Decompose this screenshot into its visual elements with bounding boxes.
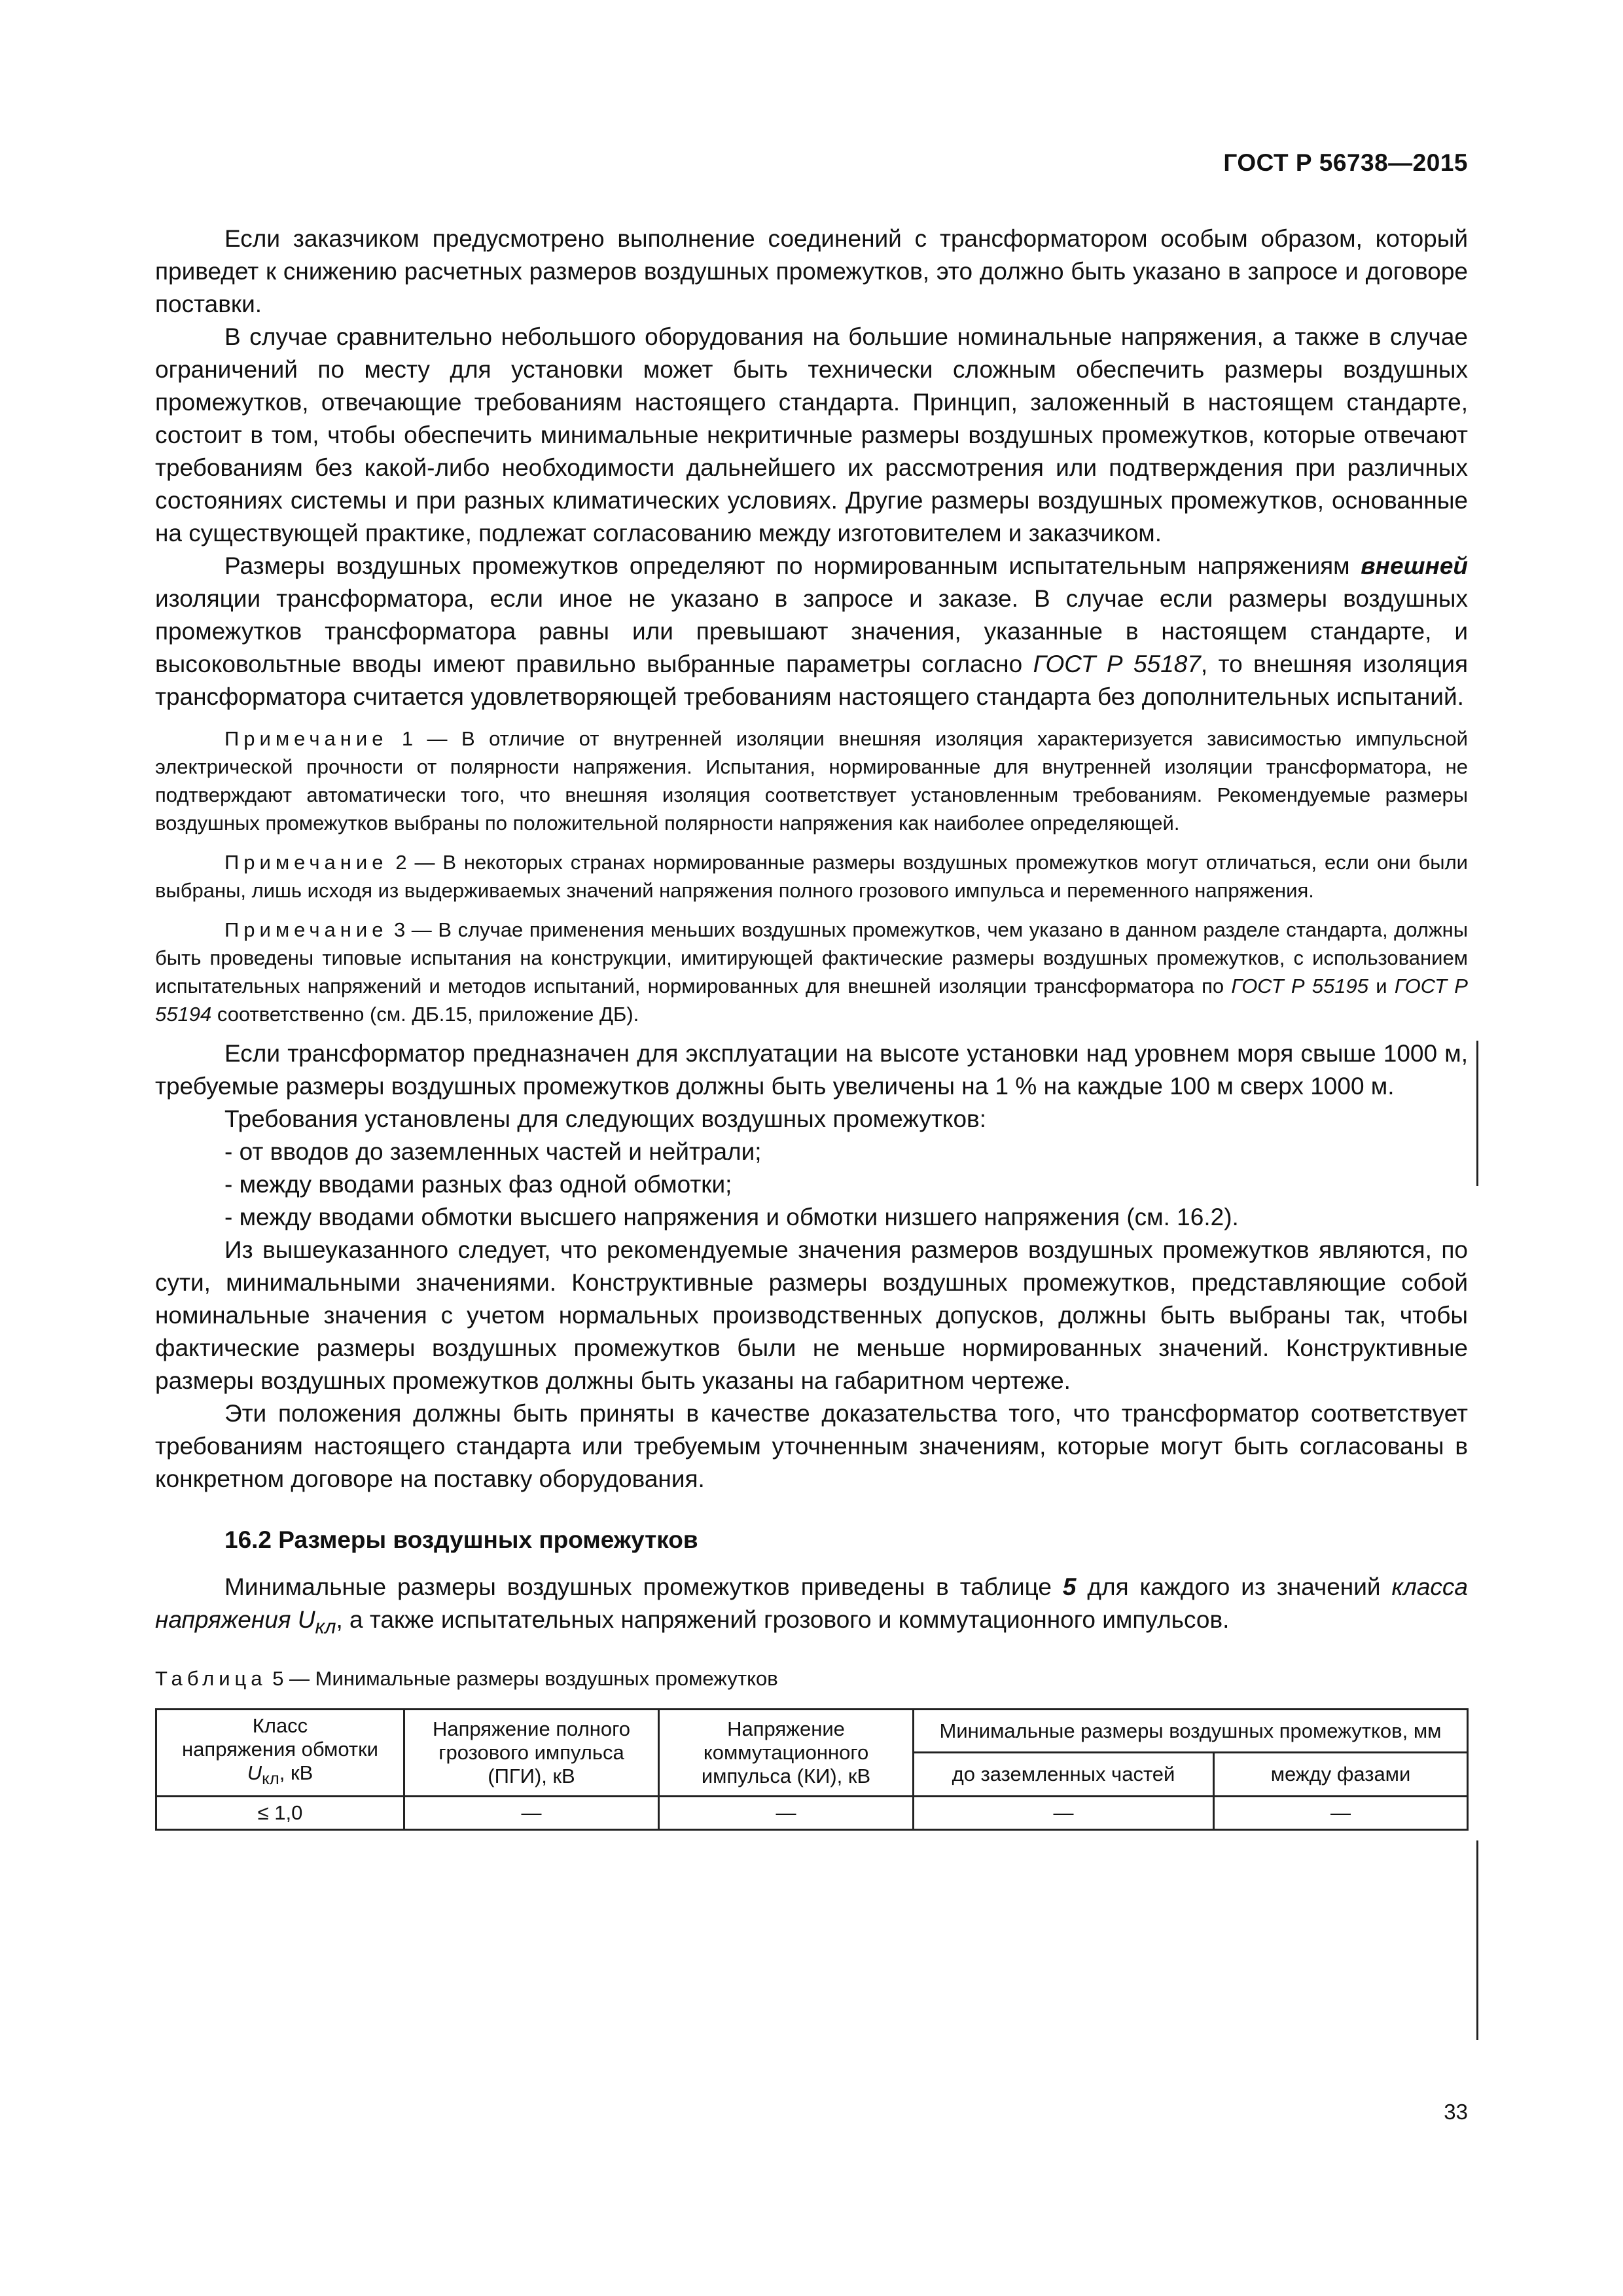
note-2 — [155, 848, 1468, 905]
list-item: - между вводами разных фаз одной обмотки; — [224, 1171, 732, 1198]
table-header-row — [156, 1710, 1468, 1753]
note-3: Примечание 3 — В случае применения меньших воздушных промежутков, чем указано в данном разделе стандарта, должны быть проведены типовые испытания на конструкции, имитирующей фактические размеры воздушных промежутков, с использованием испытательных напряжений и методов испытаний, нормированных для внешней изоляции трансформатора по ГОСТ Р 55195 и ГОСТ Р 55194 соответственно (см. ДБ.15, приложение ДБ). — [155, 918, 1468, 1026]
note-text: 2 — В некоторых странах нормированные размеры воздушных промежутков могут отличаться, если они были выбраны, лишь исходя из выдерживаемых значений напряжения полного грозового импульса и переменного напряжения. — [155, 851, 1468, 902]
col-lightning-impulse: Напряжение полного грозового импульса (ПГИ), кВ — [404, 1710, 659, 1796]
emphasis-text: внешней — [1361, 552, 1468, 579]
air-gap-table — [155, 1708, 1469, 1830]
table-reference: 5 — [1062, 1573, 1077, 1600]
change-bar — [1476, 1840, 1478, 2040]
col-between-phases: между фазами — [1214, 1753, 1468, 1796]
note-1 — [155, 725, 1468, 837]
requirements-list — [155, 1136, 1468, 1234]
table-cell: — — [659, 1796, 914, 1829]
paragraph: Эти положения должны быть приняты в качестве доказательства того, что трансформатор соответствует требованиям настоящего стандарта или требуемым уточненным значениям, которые могут быть согласованы в конкретном договоре на поставку оборудования. — [155, 1400, 1468, 1492]
change-bar — [1476, 1041, 1478, 1186]
list-item: - от вводов до заземленных частей и нейтрали; — [224, 1138, 762, 1165]
section-heading: 16.2 Размеры воздушных промежутков — [224, 1526, 698, 1553]
table-cell: — — [1214, 1796, 1468, 1829]
paragraph: Требования установлены для следующих воздушных промежутков: — [224, 1105, 986, 1132]
note-label: Примечание — [224, 918, 388, 941]
col-to-earth: до заземленных частей — [914, 1753, 1214, 1796]
page-number: 33 — [1444, 2100, 1468, 2124]
note-label: Примечание — [224, 851, 388, 874]
standard-reference: ГОСТ Р 55194 — [155, 975, 1468, 1026]
note-text: 1 — В отличие от внутренней изоляции внешняя изоляция характеризуется зависимостью импульсной электрической прочности от полярности напряжения. Испытания, нормированные для внутренней изоляции трансформатора, не подтверждают автоматически того, что внешняя изоляция соответствует установленным требованиям. Рекомендуемые размеры воздушных промежутков выбраны по положительной полярности напряжения как наиболее определяющей. — [155, 727, 1468, 834]
col-voltage-class: Класс напряжения обмотки $U_{кл}$, кВ — [156, 1710, 404, 1796]
paragraph: Если заказчиком предусмотрено выполнение соединений с трансформатором особым образом, который приведет к снижению расчетных размеров воздушных промежутков, это должно быть указано в запросе и договоре поставки. — [155, 225, 1468, 317]
table-cell: — — [404, 1796, 659, 1829]
paragraph: В случае сравнительно небольшого оборудования на большие номинальные напряжения, а также в случае ограничений по месту для установки может быть технически сложным обеспечить размеры воздушных промежутков, отвечающие требованиям настоящего стандарта. Принцип, заложенный в настоящем стандарте, состоит в том, чтобы обеспечить минимальные некритичные размеры воздушных промежутков, которые отвечают требованиям без какой-либо необходимости дальнейшего их рассмотрения или подтверждения при различных состояниях системы и при разных климатических условиях. Другие размеры воздушных промежутков, основанные на существующей практике, подлежат согласованию между изготовителем и заказчиком. — [155, 323, 1468, 547]
table-caption-text: 5 — Минимальные размеры воздушных промежутков — [272, 1667, 778, 1691]
list-item: - между вводами обмотки высшего напряжения и обмотки низшего напряжения (см. 16.2). — [224, 1204, 1239, 1230]
table-cell: ≤ 1,0 — [156, 1796, 404, 1829]
paragraph: Минимальные размеры воздушных промежутков приведены в таблице 5 для каждого из значений класса напряжения $U_{кл}$, а также испытательных напряжений грозового и коммутационного импульсов. — [155, 1573, 1468, 1638]
table-row — [156, 1796, 1468, 1829]
standard-reference: ГОСТ Р 55187 — [1033, 651, 1201, 677]
document-body — [155, 223, 1468, 1831]
paragraph: Размеры воздушных промежутков определяют по нормированным испытательным напряжениям внешней изоляции трансформатора, если иное не указано в запросе и заказе. В случае если размеры воздушных промежутков трансформатора равны или превышают значения, указанные в настоящем стандарте, и высоковольтные вводы имеют правильно выбранные параметры согласно ГОСТ Р 55187, то внешняя изоляция трансформатора считается удовлетворяющей требованиям настоящего стандарта без дополнительных испытаний. — [155, 552, 1468, 710]
table-cell: — — [914, 1796, 1214, 1829]
table-caption-label: Таблица — [155, 1667, 267, 1691]
document-code: ГОСТ Р 56738—2015 — [1223, 149, 1468, 176]
note-label: Примечание — [224, 727, 388, 750]
table-caption — [155, 1664, 1468, 1693]
paragraph: Из вышеуказанного следует, что рекомендуемые значения размеров воздушных промежутков являются, по сути, минимальными значениями. Конструктивные размеры воздушных промежутков, представляющие собой номинальные значения с учетом нормальных производственных допусков, должны быть выбраны так, чтобы фактические размеры воздушных промежутков были не меньше нормированных значений. Конструктивные размеры воздушных промежутков должны быть указаны на габаритном чертеже. — [155, 1236, 1468, 1394]
emphasis-text: класса напряжения $U_{кл}$ — [155, 1573, 1468, 1638]
paragraph: Если трансформатор предназначен для эксплуатации на высоте установки над уровнем моря свыше 1000 м, требуемые размеры воздушных промежутков должны быть увеличены на 1 % на каждые 100 м сверх 1000 м. — [155, 1040, 1468, 1100]
col-switching-impulse: Напряжение коммутационного импульса (КИ), кВ — [659, 1710, 914, 1796]
standard-reference: ГОСТ Р 55195 — [1231, 975, 1368, 997]
col-min-air-gaps: Минимальные размеры воздушных промежутков, мм — [914, 1710, 1468, 1753]
